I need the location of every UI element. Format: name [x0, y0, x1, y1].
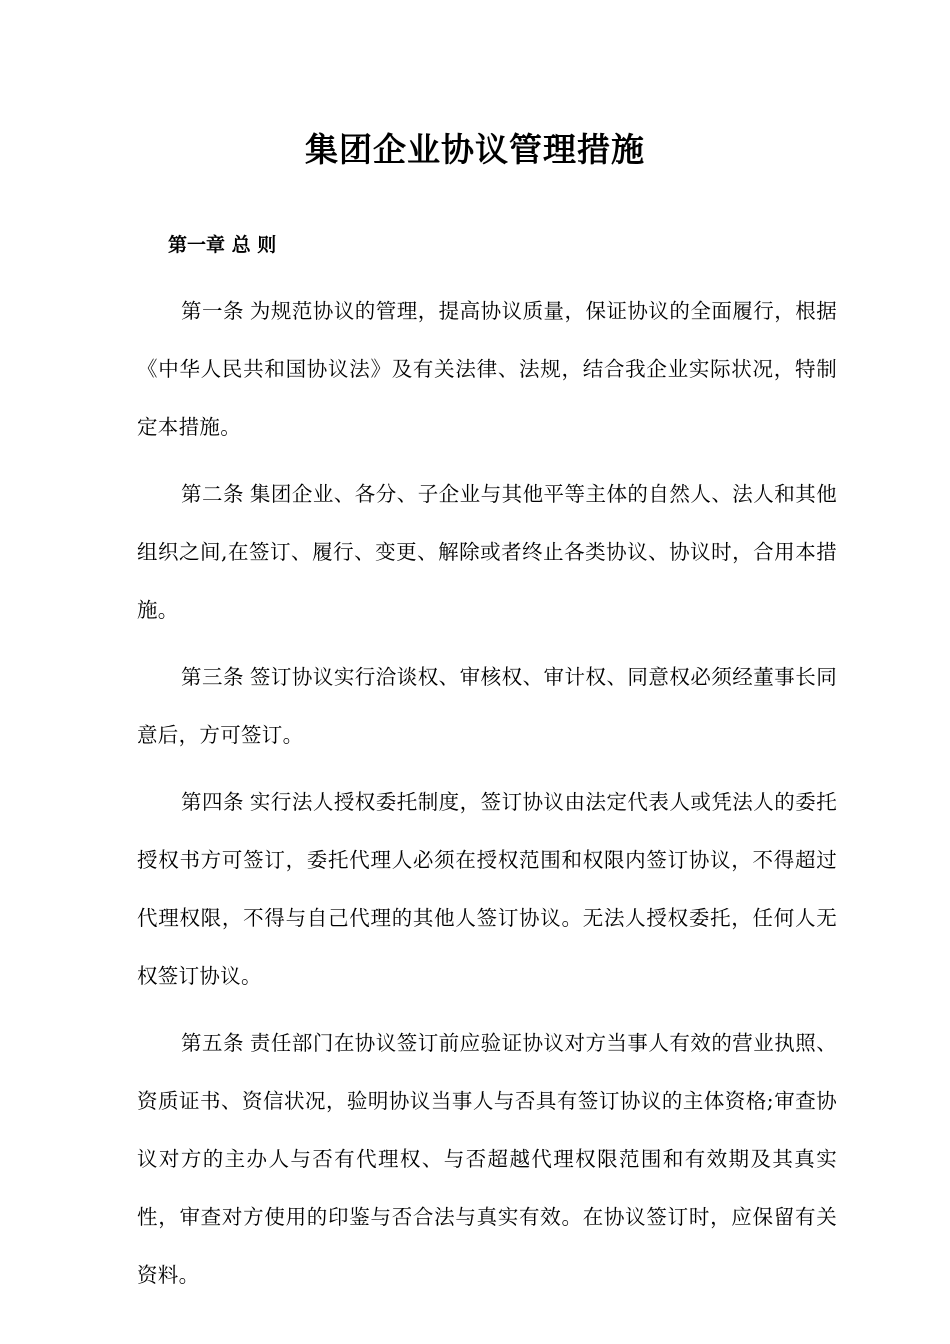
- document-body: [137, 282, 837, 1313]
- article-text: 责任部门在协议签订前应验证协议对方当事人有效的营业执照、资质证书、资信状况，验明协议当事人与否具有签订协议的主体资格;审查协议对方的主办人与否有代理权、与否超越代理权限范围和有效期及其真实性，审查对方使用的印鉴与否合法与真实有效。在协议签订时，应保留有关资料。: [137, 1031, 837, 1287]
- article-3: [137, 648, 837, 764]
- article-number: 第五条: [181, 1031, 244, 1055]
- article-number: 第一条: [181, 299, 244, 323]
- article-number: 第四条: [181, 790, 244, 814]
- article-number: 第三条: [181, 665, 244, 689]
- document-title: 集团企业协议管理措施: [305, 130, 645, 169]
- article-5: [137, 1014, 837, 1304]
- article-number: 第二条: [181, 482, 244, 506]
- article-text: 实行法人授权委托制度，签订协议由法定代表人或凭法人的委托授权书方可签订，委托代理人必须在授权范围和权限内签订协议，不得超过代理权限，不得与自己代理的其他人签订协议。无法人授权委托，任何人无权签订协议。: [137, 790, 837, 988]
- article-2: [137, 465, 837, 639]
- article-text: 集团企业、各分、子企业与其他平等主体的自然人、法人和其他组织之间,在签订、履行、变更、解除或者终止各类协议、协议时，合用本措施。: [137, 482, 837, 622]
- chapter-heading: 第一章 总 则: [168, 234, 277, 256]
- article-text: 为规范协议的管理，提高协议质量，保证协议的全面履行，根据《中华人民共和国协议法》及有关法律、法规，结合我企业实际状况，特制定本措施。: [137, 299, 837, 439]
- article-text: 签订协议实行洽谈权、审核权、审计权、同意权必须经董事长同意后，方可签订。: [137, 665, 837, 747]
- article-1: [137, 282, 837, 456]
- article-4: [137, 773, 837, 1005]
